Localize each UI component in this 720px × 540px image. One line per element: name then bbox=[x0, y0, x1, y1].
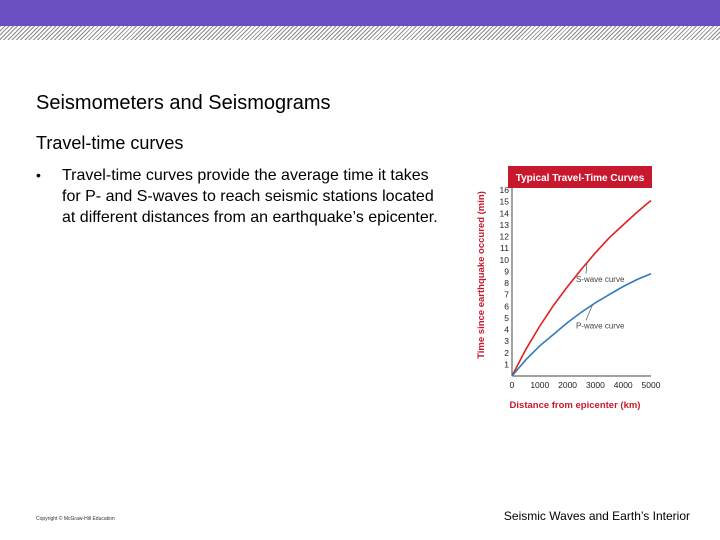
footer-text: Seismic Waves and Earth’s Interior bbox=[503, 509, 690, 523]
x-tick-label: 5000 bbox=[641, 380, 661, 390]
y-tick-label: 2 bbox=[504, 347, 509, 358]
y-tick-label: 14 bbox=[499, 208, 509, 219]
y-tick-label: 16 bbox=[499, 185, 509, 195]
s-wave-curve bbox=[512, 201, 651, 377]
y-tick-label: 8 bbox=[504, 278, 509, 288]
y-tick-label: 15 bbox=[499, 196, 509, 207]
y-tick-label: 9 bbox=[504, 266, 509, 277]
chart-title: Typical Travel-Time Curves bbox=[515, 173, 645, 184]
slide-subtitle: Travel-time curves bbox=[36, 133, 184, 153]
x-tick-label: 4000 bbox=[613, 380, 633, 390]
y-tick-label: 5 bbox=[504, 312, 509, 323]
y-tick-label: 10 bbox=[499, 254, 509, 265]
y-tick-label: 13 bbox=[499, 219, 509, 230]
y-tick-label: 12 bbox=[499, 231, 509, 242]
bullet-text: Travel-time curves provide the average time it takes for P- and S-waves to reach seismic stations located at different distances from an earthquake’s epicenter. bbox=[62, 167, 438, 226]
y-tick-label: 1 bbox=[504, 359, 509, 370]
header-band bbox=[0, 0, 720, 26]
x-tick-labels bbox=[510, 380, 661, 390]
y-axis-label: Time since earthquake occured (min) bbox=[476, 191, 487, 359]
series-lines bbox=[512, 201, 651, 377]
y-tick-labels bbox=[500, 185, 510, 369]
curve-annotations bbox=[576, 263, 625, 331]
y-tick-label: 7 bbox=[504, 289, 509, 300]
x-tick-label: 2000 bbox=[558, 380, 578, 390]
header-hatch-pattern bbox=[0, 26, 720, 40]
y-tick-label: 3 bbox=[504, 336, 509, 347]
copyright-notice: Copyright © McGraw-Hill Education bbox=[36, 516, 115, 522]
x-axis-label: Distance from epicenter (km) bbox=[509, 400, 641, 411]
travel-time-chart bbox=[465, 158, 695, 420]
x-tick-label: 3000 bbox=[585, 380, 605, 390]
slide-title: Seismometers and Seismograms bbox=[36, 92, 331, 114]
p-wave-annotation: P-wave curve bbox=[575, 321, 625, 331]
s-wave-annotation: S-wave curve bbox=[575, 274, 625, 284]
x-tick-label: 1000 bbox=[530, 380, 550, 390]
y-tick-label: 4 bbox=[504, 324, 509, 335]
x-tick-label: 0 bbox=[509, 380, 515, 390]
y-tick-label: 11 bbox=[500, 243, 509, 254]
bullet-marker: • bbox=[36, 167, 41, 183]
y-tick-label: 6 bbox=[504, 301, 509, 312]
